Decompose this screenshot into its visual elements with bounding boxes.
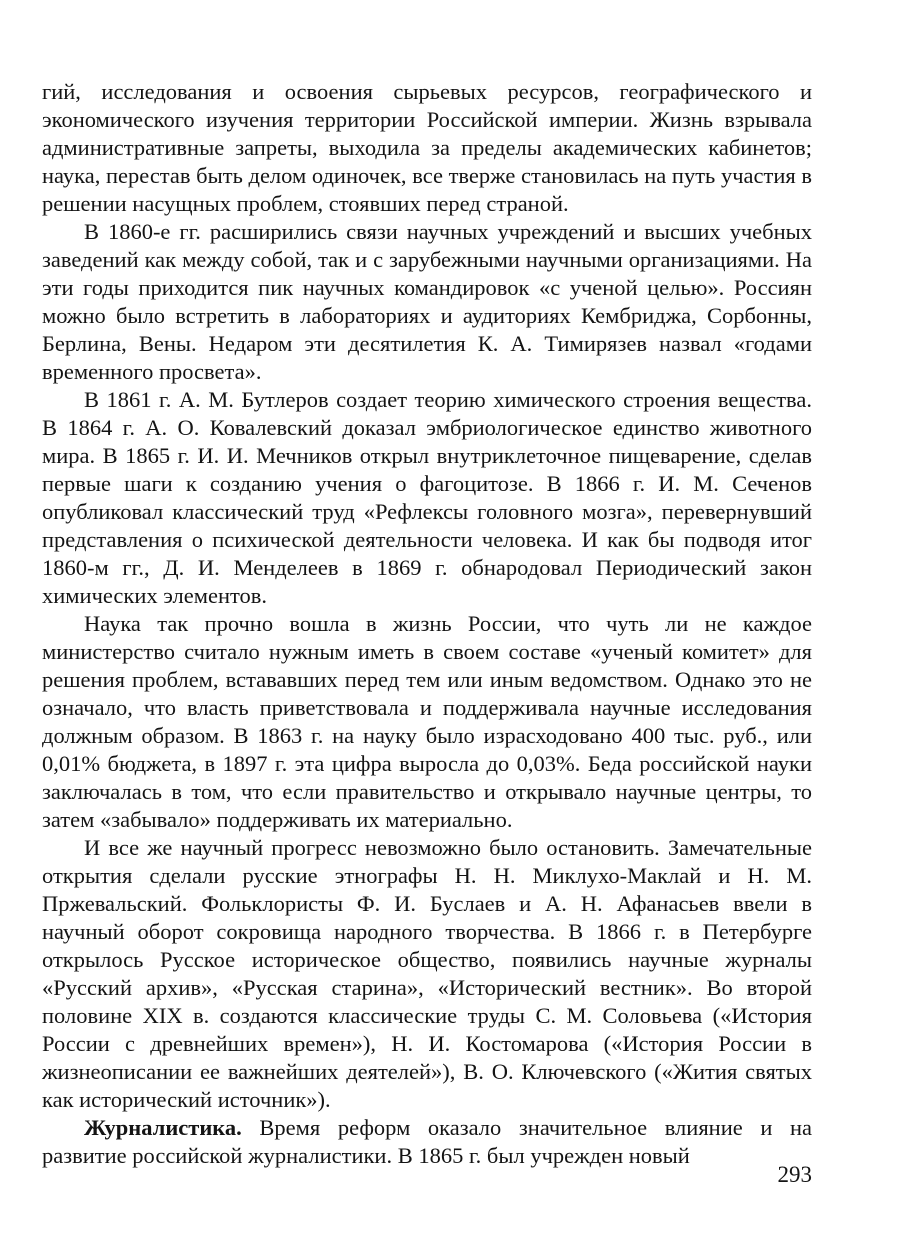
- page-number: 293: [777, 1162, 812, 1187]
- paragraph-2: В 1860-е гг. расширились связи научных учреждений и высших учебных заведений как между собой, так и с зарубежными научными организациями. На эти годы приходится пик научных командировок «с ученой целью». Россиян можно было встретить в лабораториях и аудиториях Кембриджа, Сорбонны, Берлина, Вены. Недаром эти десятилетия К. А. Тимирязев назвал «годами временного просвета».: [42, 219, 812, 384]
- paragraph-journalism: [42, 1114, 812, 1170]
- section-heading-journalism: Журналистика.: [84, 1115, 242, 1140]
- paragraph-4: Наука так прочно вошла в жизнь России, что чуть ли не каждое министерство считало нужным иметь в своем составе «ученый комитет» для решения проблем, встававших перед тем или иным ведомством. Однако это не означало, что власть приветствовала и поддерживала научные исследования должным образом. В 1863 г. на науку было израсходовано 400 тыс. руб., или 0,01% бюджета, в 1897 г. эта цифра выросла до 0,03%. Беда российской науки заключалась в том, что если правительство и открывало научные центры, то затем «забывало» поддерживать их материально.: [42, 611, 812, 832]
- paragraph-5: И все же научный прогресс невозможно было остановить. Замечательные открытия сделали русские этнографы Н. Н. Миклухо-Маклай и Н. М. Пржевальский. Фольклористы Ф. И. Буслаев и А. Н. Афанасьев ввели в научный оборот сокровища народного творчества. В 1866 г. в Петербурге открылось Русское историческое общество, появились научные журналы «Русский архив», «Русская старина», «Исторический вестник». Во второй половине XIX в. создаются классические труды С. М. Соловьева («История России с древнейших времен»), Н. И. Костомарова («История России в жизнеописании ее важнейших деятелей»), В. О. Ключевского («Жития святых как исторический источник»).: [42, 835, 812, 1112]
- paragraph-journalism-text: Время реформ оказало значительное влияние и на развитие российской журналистики. В 1865 г. был учрежден новый: [42, 1115, 812, 1168]
- paragraph-3: В 1861 г. А. М. Бутлеров создает теорию химического строения вещества. В 1864 г. А. О. Ковалевский доказал эмбриологическое единство животного мира. В 1865 г. И. И. Мечников открыл внутриклеточное пищеварение, сделав первые шаги к созданию учения о фагоцитозе. В 1866 г. И. М. Сеченов опубликовал классический труд «Рефлексы головного мозга», перевернувший представления о психической деятельности человека. И как бы подводя итог 1860-м гг., Д. И. Менделеев в 1869 г. обнародовал Периодический закон химических элементов.: [42, 387, 812, 608]
- paragraph-1: гий, исследования и освоения сырьевых ресурсов, географического и экономического изучения территории Российской империи. Жизнь взрывала административные запреты, выходила за пределы академических кабинетов; наука, перестав быть делом одиночек, все тверже становилась на путь участия в решении насущных проблем, стоявших перед страной.: [42, 79, 812, 216]
- page-body: [42, 78, 812, 1170]
